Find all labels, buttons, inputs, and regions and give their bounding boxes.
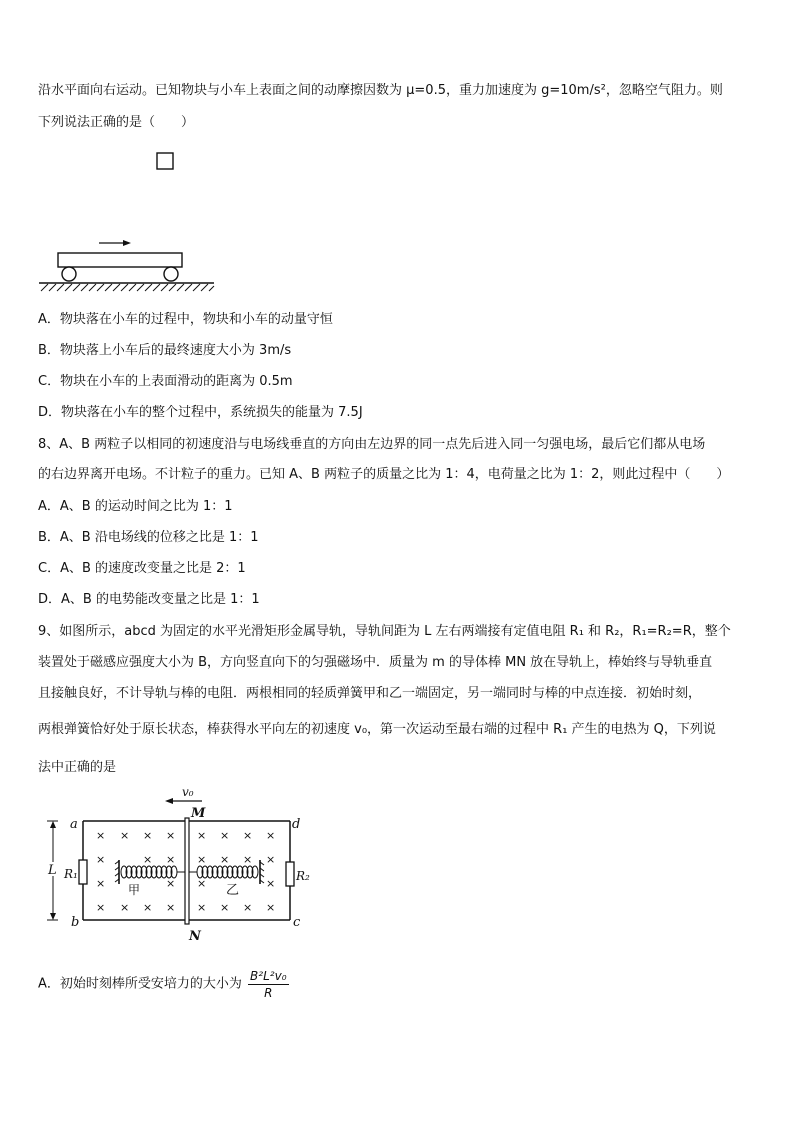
q9-stem-line-4: 两根弹簧恰好处于原长状态，棒获得水平向左的初速度 v₀，第一次运动至最右端的过程中 R₁ 产生的电热为 Q，下列说 bbox=[38, 722, 716, 737]
field-cross: × bbox=[120, 829, 130, 842]
q9-stem-line-3: 且接触良好，不计导轨与棒的电阻．两根相同的轻质弹簧甲和乙一端固定，另一端同时与棒的中点连接．初始时刻， bbox=[38, 686, 702, 701]
label-yi: 乙 bbox=[226, 883, 240, 898]
field-cross: × bbox=[243, 829, 253, 842]
q9-option-a-text: A．初始时刻棒所受安培力的大小为 bbox=[38, 976, 242, 992]
field-cross: × bbox=[197, 853, 207, 866]
q7-option-c: C．物块在小车的上表面滑动的距离为 0.5m bbox=[38, 374, 293, 389]
q8-stem-line-2: 的右边界离开电场。不计粒子的重力。已知 A、B 两粒子的质量之比为 1：4，电荷量之比为 1：2，则此过程中（ ） bbox=[38, 467, 730, 482]
q8-option-c: C．A、B 的速度改变量之比是 2：1 bbox=[38, 561, 246, 576]
label-R2: R₂ bbox=[296, 869, 310, 883]
q8-option-d: D．A、B 的电势能改变量之比是 1：1 bbox=[38, 592, 260, 607]
field-cross: × bbox=[197, 877, 207, 890]
v0-arrowhead bbox=[165, 798, 173, 804]
field-cross: × bbox=[266, 829, 276, 842]
cart-body bbox=[58, 253, 182, 267]
resistor-R1 bbox=[79, 860, 87, 884]
field-cross: × bbox=[120, 901, 130, 914]
q7-stem-line-2: 下列说法正确的是（ ） bbox=[38, 115, 195, 130]
field-cross: × bbox=[166, 901, 176, 914]
field-cross: × bbox=[166, 829, 176, 842]
field-cross: × bbox=[243, 853, 253, 866]
field-cross: × bbox=[96, 853, 106, 866]
q9-stem-line-5: 法中正确的是 bbox=[38, 760, 117, 775]
q9-stem-line-2: 装置处于磁感应强度大小为 B，方向竖直向下的匀强磁场中．质量为 m 的导体棒 MN 放在导轨上，棒始终与导轨垂直 bbox=[38, 655, 713, 670]
q8-option-a: A．A、B 的运动时间之比为 1：1 bbox=[38, 499, 233, 514]
fraction-numerator: B²L²v₀ bbox=[250, 969, 287, 983]
label-jia: 甲 bbox=[128, 883, 141, 897]
label-b: b bbox=[71, 915, 80, 930]
q9-option-a-fraction bbox=[248, 968, 288, 1001]
label-L: L bbox=[48, 863, 57, 878]
q7-option-a: A．物块落在小车的过程中，物块和小车的动量守恒 bbox=[38, 312, 333, 327]
label-R1: R₁ bbox=[64, 867, 78, 881]
L-arrow-down bbox=[50, 913, 56, 920]
label-N: N bbox=[189, 929, 201, 944]
left-wall-anchor bbox=[115, 860, 119, 884]
field-cross: × bbox=[166, 853, 176, 866]
rod-MN bbox=[185, 818, 189, 924]
field-cross: × bbox=[220, 901, 230, 914]
spring-jia bbox=[121, 866, 185, 878]
falling-block bbox=[157, 153, 173, 169]
field-cross: × bbox=[266, 877, 276, 890]
q7-option-d: D．物块落在小车的整个过程中，系统损失的能量为 7.5J bbox=[38, 405, 363, 420]
cart-wheel-left bbox=[62, 267, 76, 281]
velocity-arrowhead bbox=[123, 240, 131, 246]
label-M: M bbox=[191, 806, 206, 821]
L-arrow-up bbox=[50, 821, 56, 828]
cart-figure bbox=[36, 148, 221, 298]
field-cross: × bbox=[143, 829, 153, 842]
q8-stem-line-1: 8、A、B 两粒子以相同的初速度沿与电场线垂直的方向由左边界的同一点先后进入同一匀强电场，最后它们都从电场 bbox=[38, 437, 706, 452]
q7-stem-line-1: 沿水平面向右运动。已知物块与小车上表面之间的动摩擦因数为 μ=0.5，重力加速度为 g=10m/s²，忽略空气阻力。则 bbox=[38, 83, 723, 98]
field-cross: × bbox=[197, 829, 207, 842]
label-d: d bbox=[292, 817, 301, 832]
field-cross: × bbox=[96, 901, 106, 914]
q9-stem-line-1: 9、如图所示，abcd 为固定的水平光滑矩形金属导轨，导轨间距为 L 左右两端接有定值电阻 R₁ 和 R₂，R₁=R₂=R，整个 bbox=[38, 624, 731, 639]
field-cross: × bbox=[197, 901, 207, 914]
ground-hatching bbox=[41, 284, 214, 291]
q9-option-a bbox=[38, 968, 756, 1001]
field-cross: × bbox=[143, 853, 153, 866]
label-c: c bbox=[293, 915, 301, 930]
field-cross: × bbox=[220, 829, 230, 842]
field-cross: × bbox=[266, 901, 276, 914]
fraction-denominator: R bbox=[264, 986, 273, 1000]
field-cross: × bbox=[243, 901, 253, 914]
field-cross: × bbox=[96, 829, 106, 842]
rail-figure bbox=[44, 782, 324, 947]
right-wall-anchor bbox=[260, 860, 264, 884]
field-cross: × bbox=[266, 853, 276, 866]
q8-option-b: B．A、B 沿电场线的位移之比是 1：1 bbox=[38, 530, 259, 545]
field-cross: × bbox=[220, 853, 230, 866]
resistor-R2 bbox=[286, 862, 294, 886]
field-cross: × bbox=[143, 901, 153, 914]
cart-wheel-right bbox=[164, 267, 178, 281]
v0-label: v₀ bbox=[182, 785, 194, 799]
field-cross: × bbox=[96, 877, 106, 890]
label-a: a bbox=[70, 817, 78, 832]
field-cross: × bbox=[166, 877, 176, 890]
q7-option-b: B．物块落上小车后的最终速度大小为 3m/s bbox=[38, 343, 292, 358]
